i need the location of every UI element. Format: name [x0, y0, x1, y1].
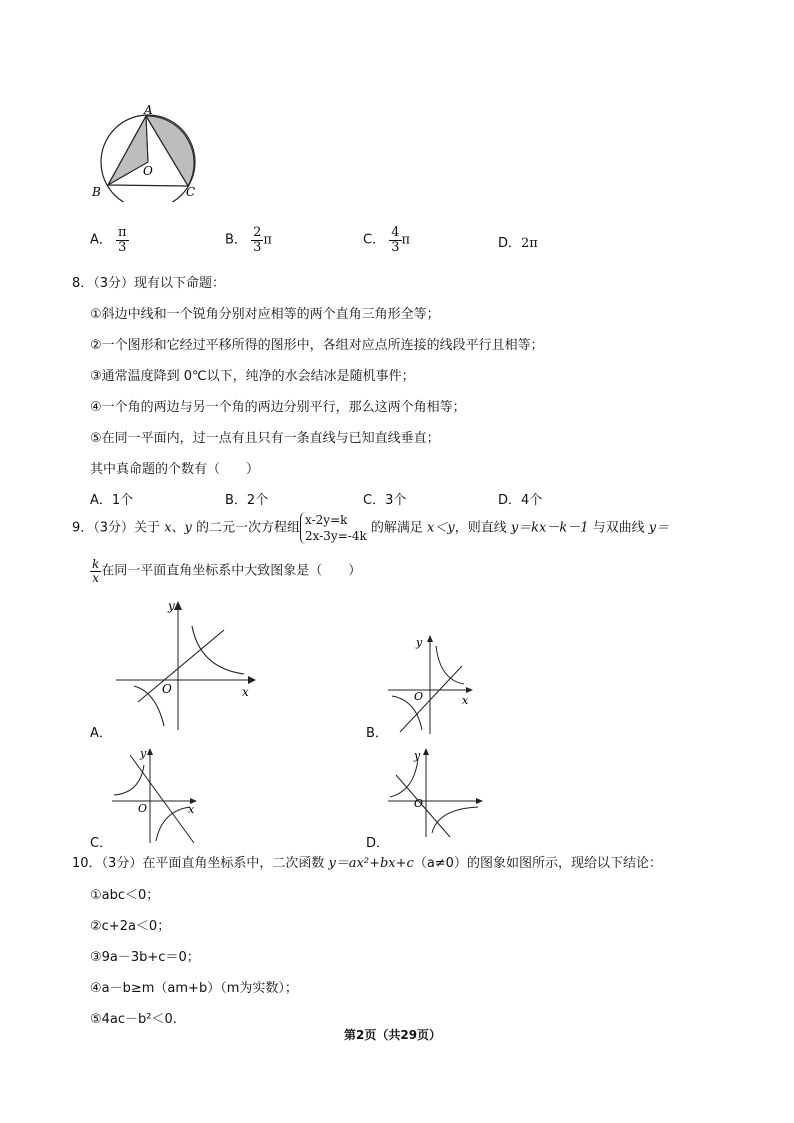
- q9-option-d: D．: [366, 836, 390, 851]
- q9-graph-d: [386, 745, 486, 839]
- svg-text:y: y: [168, 599, 175, 613]
- q9-option-a: A．: [90, 726, 112, 741]
- q8-item-5: ⑤在同一平面内，过一点有且只有一条直线与已知直线垂直；: [90, 431, 440, 446]
- q9-option-c: C．: [90, 836, 113, 851]
- q7-option-c: C． $\frac{4}{3}$ π: [363, 225, 411, 255]
- q8-option-a: A．1个: [90, 493, 134, 508]
- q8-option-b: B．2个: [225, 493, 269, 508]
- q8-item-1: ①斜边中线和一个锐角分别对应相等的两个直角三角形全等；: [90, 307, 440, 322]
- q9-stem-line2: $\frac{k}{x}$ 在同一平面直角坐标系中大致图象是（ ）: [92, 557, 362, 585]
- q10-item-1: ①abc＜0；: [90, 888, 160, 903]
- q7-option-b: B． $\frac{2}{3}$ π: [225, 225, 272, 255]
- svg-text:x: x: [242, 685, 249, 699]
- q10-item-3: ③9a－3b+c＝0；: [90, 950, 200, 965]
- q8-question: 其中真命题的个数有（ ）: [90, 462, 260, 477]
- svg-text:x: x: [188, 803, 195, 816]
- label-C: C: [186, 185, 196, 199]
- page-footer: 第2页（共29页）: [344, 1028, 442, 1042]
- label-A: A: [144, 104, 153, 117]
- svg-text:y: y: [414, 749, 421, 762]
- svg-text:O: O: [414, 797, 424, 810]
- q8-option-c: C．3个: [363, 493, 407, 508]
- q8-item-3: ③通常温度降到 0℃以下，纯净的水会结冰是随机事件；: [90, 369, 415, 384]
- q8-item-4: ④一个角的两边与另一个角的两边分别平行，那么这两个角相等；: [90, 400, 466, 415]
- svg-text:x: x: [462, 694, 469, 707]
- svg-text:O: O: [414, 690, 424, 703]
- q7-circle-figure: [88, 104, 208, 202]
- q9-equation-system: x-2y=k 2x-3y=-4k: [300, 512, 367, 544]
- svg-text:O: O: [162, 682, 172, 696]
- q8-stem: 8．（3分）现有以下命题：: [72, 276, 226, 291]
- label-B: B: [92, 185, 101, 199]
- q7-option-a: A． $\frac{\pi}{3}$: [90, 225, 127, 255]
- q9-stem-line1: 9．（3分）关于 x、y 的二元一次方程组 x-2y=k 2x-3y=-4k 的解满足 x＜y，则直线 y＝kx－k－1 与双曲线 y＝: [72, 513, 670, 544]
- q10-stem: 10．（3分）在平面直角坐标系中，二次函数 y＝ax²+bx+c（a≠0）的图象如图所示，现给以下结论：: [72, 856, 662, 871]
- q7-option-d: D．2π: [498, 236, 538, 251]
- q10-item-5: ⑤4ac－b²＜0.: [90, 1012, 177, 1027]
- q8-option-d: D．4个: [498, 493, 543, 508]
- svg-text:y: y: [140, 747, 147, 760]
- q8-item-2: ②一个图形和它经过平移所得的图形中，各组对应点所连接的线段平行且相等；: [90, 338, 544, 353]
- svg-text:y: y: [416, 636, 423, 649]
- q10-item-2: ②c+2a＜0；: [90, 919, 171, 934]
- q10-item-4: ④a－b≥m（am+b）（m为实数）；: [90, 981, 298, 996]
- svg-text:O: O: [138, 802, 148, 815]
- q9-graph-c: [110, 745, 202, 845]
- label-O: O: [143, 164, 153, 178]
- q9-graph-a: [112, 598, 257, 733]
- q9-option-b: B．: [366, 726, 388, 741]
- q9-graph-b: [386, 632, 476, 736]
